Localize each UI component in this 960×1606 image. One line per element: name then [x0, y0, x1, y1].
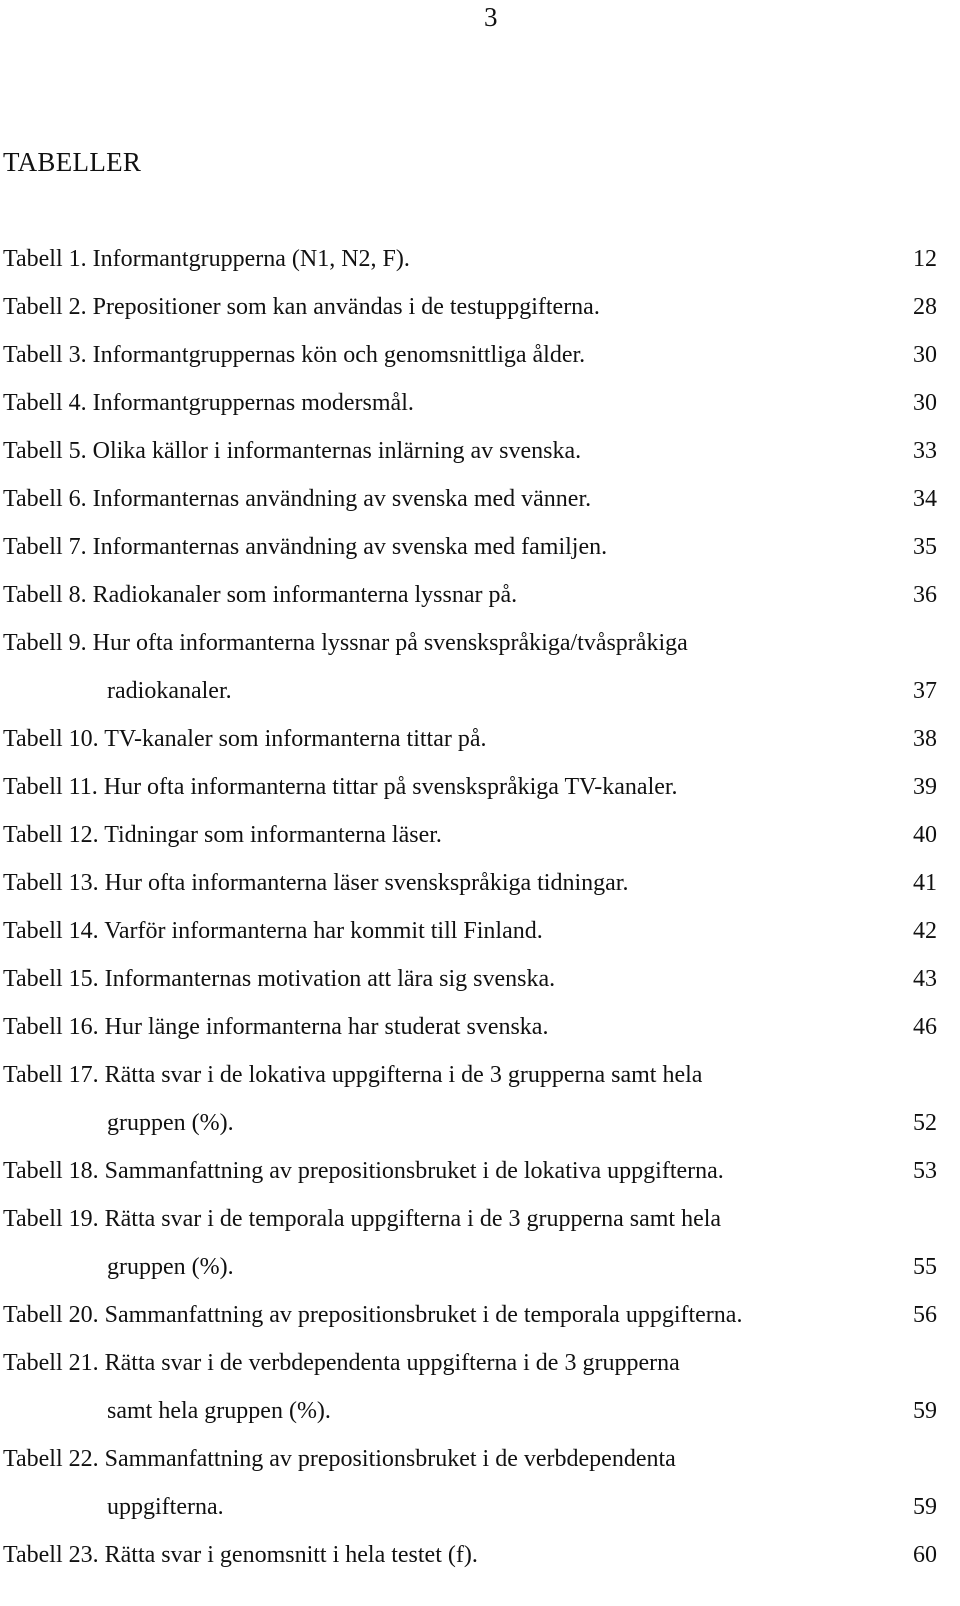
toc-entry-page-number: 59	[913, 1398, 937, 1424]
toc-entry-title-line: Tabell 21. Rätta svar i de verbdependenta uppgifterna i de 3 grupperna	[3, 1350, 680, 1376]
toc-entry-page-number: 40	[913, 822, 937, 848]
toc-entry-title-line: Tabell 6. Informanternas användning av svenska med vänner.	[3, 486, 592, 512]
toc-entry-page-number: 37	[913, 678, 937, 704]
toc-entry	[3, 482, 937, 516]
toc-entry-title-line: Tabell 19. Rätta svar i de temporala uppgifterna i de 3 grupperna samt hela	[3, 1206, 722, 1232]
toc-entry-title-line: Tabell 13. Hur ofta informanterna läser svenskspråkiga tidningar.	[3, 870, 629, 896]
toc-entry-title	[3, 578, 937, 612]
toc-entry-page-number: 35	[913, 534, 937, 560]
toc-entry-title	[3, 338, 937, 372]
toc-entry	[3, 722, 937, 756]
toc-entry-title-line: Tabell 17. Rätta svar i de lokativa uppgifterna i de 3 grupperna samt hela	[3, 1062, 703, 1088]
toc-entry-page-number: 52	[913, 1110, 937, 1136]
toc-entry-title-line: Tabell 4. Informantgruppernas modersmål.	[3, 390, 414, 416]
toc-entry	[3, 242, 937, 276]
toc-entry	[3, 1298, 937, 1332]
toc-entry	[3, 530, 937, 564]
toc-entry-page-number: 33	[913, 438, 937, 464]
toc-entry-page-number: 30	[913, 390, 937, 416]
toc-entry-title	[3, 1058, 937, 1140]
toc-entry-title	[3, 1442, 937, 1524]
toc-entry-title	[3, 1010, 937, 1044]
toc-entry	[3, 914, 937, 948]
toc-entry	[3, 1202, 937, 1284]
toc-entry-title	[3, 722, 937, 756]
toc-entry	[3, 770, 937, 804]
toc-entry-page-number: 55	[913, 1254, 937, 1280]
toc-entry-title-continuation: gruppen (%).	[107, 1254, 234, 1280]
toc-entry-title-line: Tabell 3. Informantgruppernas kön och genomsnittliga ålder.	[3, 342, 586, 368]
toc-entry	[3, 1442, 937, 1524]
toc-entry-title-line: Tabell 15. Informanternas motivation att lära sig svenska.	[3, 966, 556, 992]
toc-entry	[3, 434, 937, 468]
toc-entry-title	[3, 914, 937, 948]
toc-entry-page-number: 30	[913, 342, 937, 368]
toc-entry	[3, 386, 937, 420]
toc-entry	[3, 866, 937, 900]
toc-entry-title	[3, 1154, 937, 1188]
toc-entry-title	[3, 530, 937, 564]
toc-entry-title	[3, 818, 937, 852]
toc-entry-title	[3, 434, 937, 468]
toc-entry-title	[3, 290, 937, 324]
toc-entry-title-line: Tabell 16. Hur länge informanterna har studerat svenska.	[3, 1014, 549, 1040]
toc-entry-page-number: 53	[913, 1158, 937, 1184]
toc-entry-title-line: Tabell 1. Informantgrupperna (N1, N2, F).	[3, 246, 410, 272]
toc-entry	[3, 1346, 937, 1428]
toc-entry-title	[3, 626, 937, 708]
section-heading: TABELLER	[3, 147, 142, 177]
toc-entry-title-line: Tabell 12. Tidningar som informanterna läser.	[3, 822, 442, 848]
page-number: 3	[484, 2, 498, 32]
toc-entry	[3, 338, 937, 372]
toc-entry-title-continuation: radiokanaler.	[107, 678, 232, 704]
toc-entry	[3, 1154, 937, 1188]
toc-entry-title-line: Tabell 14. Varför informanterna har kommit till Finland.	[3, 918, 543, 944]
toc-entry-title-line: Tabell 18. Sammanfattning av prepositionsbruket i de lokativa uppgifterna.	[3, 1158, 724, 1184]
toc-entry-page-number: 56	[913, 1302, 937, 1328]
toc-entry	[3, 1010, 937, 1044]
toc-entry-title	[3, 866, 937, 900]
toc-entry-title-line: Tabell 20. Sammanfattning av prepositionsbruket i de temporala uppgifterna.	[3, 1302, 743, 1328]
toc-entry-title	[3, 1538, 937, 1572]
toc-entry-page-number: 39	[913, 774, 937, 800]
toc-entry-page-number: 36	[913, 582, 937, 608]
table-of-tables	[3, 242, 937, 1586]
toc-entry-title-line: Tabell 7. Informanternas användning av svenska med familjen.	[3, 534, 608, 560]
toc-entry-page-number: 38	[913, 726, 937, 752]
toc-entry-page-number: 12	[913, 246, 937, 272]
toc-entry	[3, 578, 937, 612]
toc-entry	[3, 626, 937, 708]
toc-entry-title	[3, 1298, 937, 1332]
toc-entry	[3, 1058, 937, 1140]
toc-entry	[3, 290, 937, 324]
toc-entry-title-line: Tabell 9. Hur ofta informanterna lyssnar på svenskspråkiga/tvåspråkiga	[3, 630, 688, 656]
toc-entry-page-number: 43	[913, 966, 937, 992]
toc-entry-title	[3, 482, 937, 516]
toc-entry-title-line: Tabell 2. Prepositioner som kan användas i de testuppgifterna.	[3, 294, 600, 320]
toc-entry-title-continuation: uppgifterna.	[107, 1494, 224, 1520]
toc-entry-page-number: 46	[913, 1014, 937, 1040]
toc-entry	[3, 818, 937, 852]
toc-entry-title-continuation: gruppen (%).	[107, 1110, 234, 1136]
toc-entry-title	[3, 1346, 937, 1428]
toc-entry-title-line: Tabell 10. TV-kanaler som informanterna tittar på.	[3, 726, 487, 752]
toc-entry-title	[3, 1202, 937, 1284]
toc-entry-page-number: 42	[913, 918, 937, 944]
toc-entry-title-continuation: samt hela gruppen (%).	[107, 1398, 331, 1424]
toc-entry-title	[3, 386, 937, 420]
toc-entry	[3, 962, 937, 996]
toc-entry-title-line: Tabell 8. Radiokanaler som informanterna lyssnar på.	[3, 582, 518, 608]
toc-entry-title	[3, 770, 937, 804]
toc-entry-page-number: 59	[913, 1494, 937, 1520]
toc-entry-title-line: Tabell 11. Hur ofta informanterna tittar på svenskspråkiga TV-kanaler.	[3, 774, 678, 800]
toc-entry-title	[3, 242, 937, 276]
toc-entry-title	[3, 962, 937, 996]
toc-entry-page-number: 28	[913, 294, 937, 320]
toc-entry-page-number: 60	[913, 1542, 937, 1568]
toc-entry-page-number: 34	[913, 486, 937, 512]
toc-entry-page-number: 41	[913, 870, 937, 896]
toc-entry-title-line: Tabell 23. Rätta svar i genomsnitt i hela testet (f).	[3, 1542, 478, 1568]
toc-entry-title-line: Tabell 5. Olika källor i informanternas inlärning av svenska.	[3, 438, 582, 464]
toc-entry-title-line: Tabell 22. Sammanfattning av prepositionsbruket i de verbdependenta	[3, 1446, 676, 1472]
toc-entry	[3, 1538, 937, 1572]
